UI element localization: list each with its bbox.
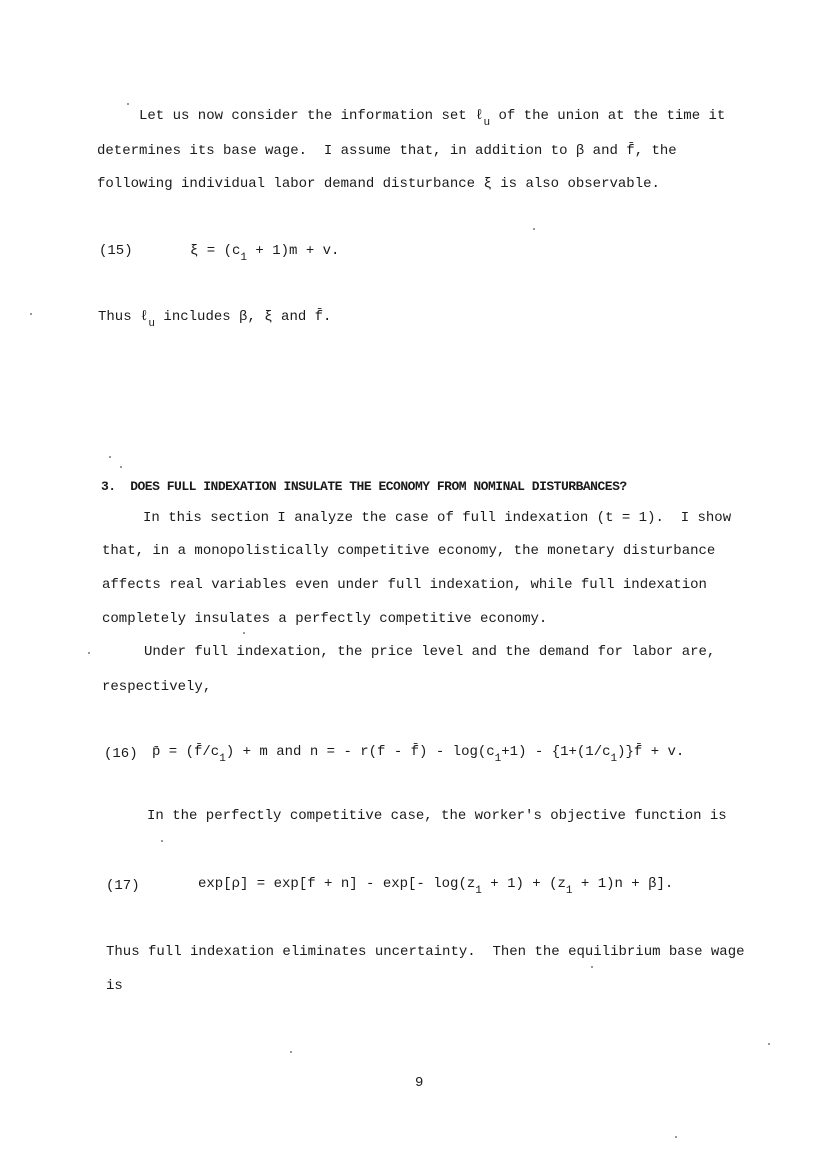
section-3-line-3: affects real variables even under full indexation, while full indexation <box>102 577 707 593</box>
paragraph-1-line-3: following individual labor demand disturbance ξ is also observable. <box>97 176 660 192</box>
text-run: )}f̄ + v. <box>617 744 685 760</box>
subscript: 1 <box>565 885 573 897</box>
scan-speck <box>161 840 163 842</box>
text-run: exp[ρ] = exp[f + n] - exp[- log(z <box>198 876 476 892</box>
subscript: u <box>148 318 156 330</box>
text-run: Thus <box>98 309 141 325</box>
info-set-symbol: ℓ <box>475 108 484 124</box>
equation-17-number: (17) <box>106 878 140 894</box>
scan-speck <box>768 1043 770 1045</box>
section-3-line-2: that, in a monopolistically competitive economy, the monetary disturbance <box>102 543 716 559</box>
scan-speck <box>88 652 90 654</box>
section-3-line-5: Under full indexation, the price level and the demand for labor are, <box>144 644 716 660</box>
scan-speck <box>109 456 111 458</box>
subscript: u <box>483 117 491 129</box>
subscript: 1 <box>610 753 618 765</box>
scan-speck <box>30 313 32 315</box>
subscript: 1 <box>240 252 248 264</box>
subscript: 1 <box>475 885 482 897</box>
final-paragraph-line-2: is <box>106 978 123 994</box>
scan-speck <box>290 1051 292 1053</box>
paragraph-1-line-1 <box>139 108 726 129</box>
section-3-line-1: In this section I analyze the case of full indexation (t = 1). I show <box>143 510 732 526</box>
equation-15-number: (15) <box>99 243 133 259</box>
equation-17 <box>198 876 674 897</box>
text-run: Let us now consider the information set <box>139 108 476 124</box>
text-run: + 1)m + v. <box>247 243 340 259</box>
scan-speck <box>120 466 122 468</box>
thus-includes-line <box>98 309 332 330</box>
text-run: + 1) + (z <box>481 876 566 892</box>
info-set-symbol: ℓ <box>140 309 149 325</box>
competitive-case-line: In the perfectly competitive case, the worker's objective function is <box>147 808 727 824</box>
text-run: +1) - {1+(1/c <box>501 744 611 760</box>
scan-speck <box>243 632 245 634</box>
section-3-line-6: respectively, <box>102 679 212 695</box>
text-run: of the union at the time it <box>490 108 726 124</box>
equation-15 <box>190 243 340 264</box>
text-run: ξ = (c <box>190 243 241 259</box>
equation-16 <box>152 744 685 765</box>
section-3-heading: 3. DOES FULL INDEXATION INSULATE THE ECONOMY FROM NOMINAL DISTURBANCES? <box>101 479 627 494</box>
final-paragraph-line-1: Thus full indexation eliminates uncertainty. Then the equilibrium base wage <box>106 944 745 960</box>
section-3-line-4: completely insulates a perfectly competitive economy. <box>102 611 548 627</box>
scan-speck <box>591 966 593 968</box>
scan-speck <box>675 1136 677 1138</box>
subscript: 1 <box>219 753 226 765</box>
text-run: ) + m and n = - r(f - f̄) - log(c <box>225 744 495 760</box>
equation-16-number: (16) <box>104 746 138 762</box>
scan-speck <box>533 228 535 230</box>
subscript: 1 <box>494 753 502 765</box>
text-run: + 1)n + β]. <box>572 876 674 892</box>
text-run: includes β, ξ and f̄. <box>155 309 332 325</box>
page-number: 9 <box>415 1075 424 1091</box>
text-run: p̄ = (f̄/c <box>152 744 220 760</box>
scan-speck <box>127 103 129 105</box>
paragraph-1-line-2: determines its base wage. I assume that, in addition to β and f̄, the <box>97 143 677 159</box>
